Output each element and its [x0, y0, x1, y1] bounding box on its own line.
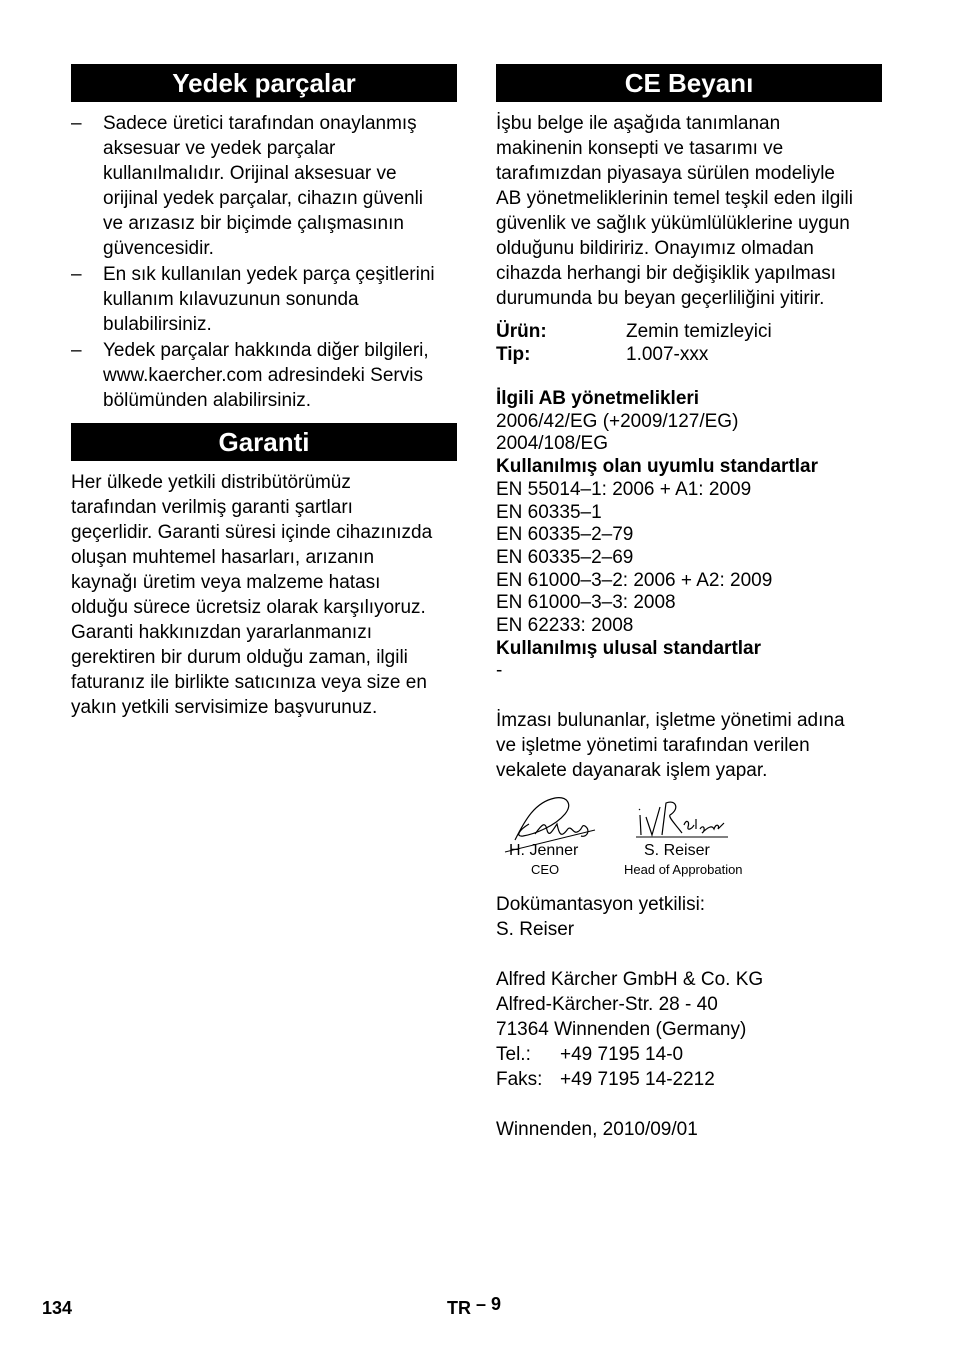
place-date: Winnenden, 2010/09/01	[496, 1119, 698, 1140]
spare-parts-heading: Yedek parçalar	[71, 64, 457, 102]
type-row	[496, 343, 882, 366]
company-address: Alfred Kärcher GmbH & Co. KG Alfred-Kärcher-Str. 28 - 40 71364 Winnenden (Germany)	[496, 969, 764, 1040]
product-row	[496, 320, 882, 343]
website-link[interactable]: www.kaercher.com adresindeki Servis	[103, 365, 423, 386]
page-number: 134	[42, 1298, 73, 1318]
signer2-role: Head of Approbation	[624, 862, 743, 877]
doc-auth-name: S. Reiser	[496, 919, 575, 940]
ce-intro-text: İşbu belge ile aşağıda tanımlanan makinenin konsepti ve tasarımı ve tarafımızdan piyasaya sürülen modeliyle AB yönetmeliklerinin temel teşkil eden ilgili güvenlik ve sağlık yükümlülüklerine uygun olduğunu bildiririz. Onayımız olmadan cihazda herhangi bir değişiklik yapılması durumunda bu beyan geçerliliğini yitirir.	[496, 113, 853, 309]
standard-item: EN 55014–1: 2006 + A1: 2009	[496, 478, 752, 500]
bullet-dash: –	[71, 340, 82, 361]
signature-block	[490, 790, 790, 885]
national-value: -	[496, 660, 503, 682]
signer1-role: CEO	[531, 862, 560, 877]
directive-item: 2004/108/EG	[496, 433, 608, 455]
national-heading: Kullanılmış ulusal standartlar	[496, 637, 762, 659]
fax-row: Faks: +49 7195 14-2212	[496, 1069, 715, 1090]
warranty-section	[71, 423, 457, 720]
standards-block	[496, 388, 882, 683]
ce-declaration-heading: CE Beyanı	[496, 64, 882, 102]
directives-heading: İlgili AB yönetmelikleri	[496, 388, 700, 409]
doc-auth-label: Dokümantasyon yetkilisi:	[496, 894, 706, 915]
list-item: – Yedek parçalar hakkında diğer bilgileri, www.kaercher.com adresindeki Servis bölümünden alabilirsiniz.	[71, 340, 429, 411]
signature-reiser	[632, 795, 742, 847]
list-item: – Sadece üretici tarafından onaylanmış aksesuar ve yedek parçalar kullanılmalıdır. Orijinal aksesuar ve orijinal yedek parçalar, cihazın güvenli ve arızasız bir biçimde çalışmasının güvencesidir.	[71, 113, 424, 259]
product-info	[496, 320, 882, 366]
product-value: Zemin temizleyici	[626, 321, 772, 342]
product-label: Ürün:	[496, 321, 547, 342]
standard-item: EN 62233: 2008	[496, 615, 634, 637]
standard-item: EN 60335–2–79	[496, 524, 634, 546]
harmonized-heading: Kullanılmış olan uyumlu standartlar	[496, 456, 819, 478]
spare-parts-list	[71, 111, 457, 413]
standard-item: EN 60335–2–69	[496, 546, 634, 568]
tel-row: Tel.: +49 7195 14-0	[496, 1044, 684, 1065]
type-value: 1.007-xxx	[626, 344, 709, 365]
standard-item: EN 60335–1	[496, 501, 602, 523]
warranty-text: Her ülkede yetkili distribütörümüz tarafından verilmiş garanti şartları geçerlidir. Garanti süresi içinde cihazınızda oluşan muhtemel hasarları, arızanın kaynağı üretim veya malzeme hatası olduğu sürece ücretsiz olarak karşılıyoruz. Garanti hakkınızdan yararlanmanızı gerektiren bir durum olduğu zaman, ilgili faturanız ile birlikte satıcınıza veya size en yakın yetkili servisimize başvurunuz.	[71, 472, 433, 718]
contact-block	[496, 892, 882, 1142]
type-label: Tip:	[496, 344, 531, 365]
signer1-name: H. Jenner	[509, 842, 579, 859]
warranty-heading: Garanti	[71, 423, 457, 461]
directive-item: 2006/42/EG (+2009/127/EG)	[496, 410, 739, 432]
bullet-dash: –	[71, 113, 82, 134]
footer-lang: TR – 9	[447, 1294, 502, 1318]
standard-item: EN 61000–3–3: 2008	[496, 592, 676, 614]
signatories-text: İmzası bulunanlar, işletme yönetimi adına ve işletme yönetimi tarafından verilen vekalete dayanarak işlem yapar.	[496, 710, 845, 782]
signer2-name: S. Reiser	[644, 842, 710, 859]
list-item: – En sık kullanılan yedek parça çeşitlerini kullanım kılavuzunun sonunda bulabilirsiniz.	[71, 264, 435, 335]
bullet-dash: –	[71, 264, 82, 285]
left-column	[71, 64, 457, 414]
right-column	[496, 64, 882, 783]
standard-item: EN 61000–3–2: 2006 + A2: 2009	[496, 569, 773, 591]
